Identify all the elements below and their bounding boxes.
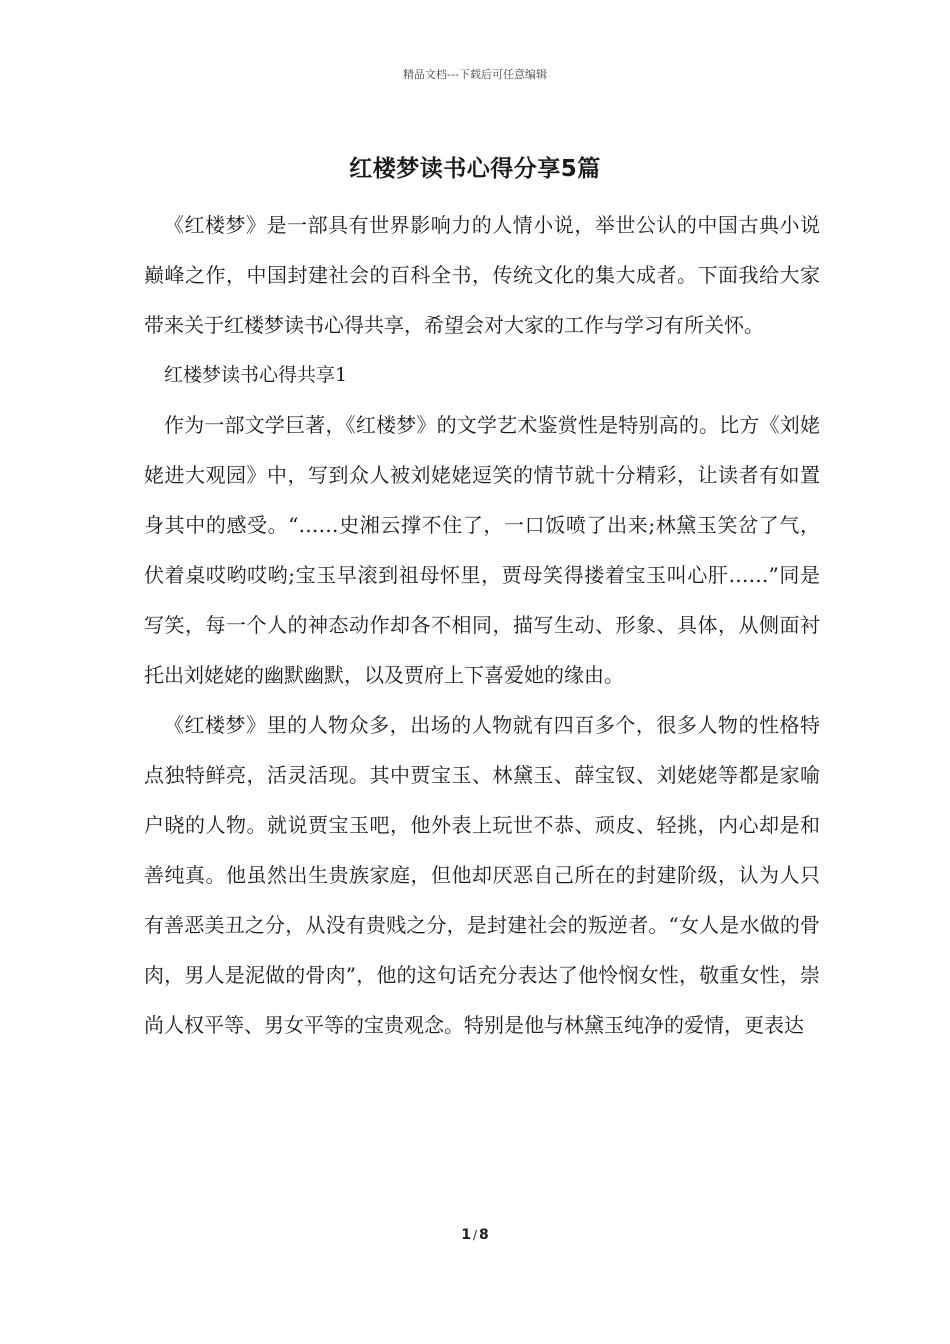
document-title: 红楼梦读书心得分享5篇 xyxy=(349,156,601,182)
document-body xyxy=(144,200,820,1050)
page-number xyxy=(0,1227,950,1243)
body-paragraph: 作为一部文学巨著，《红楼梦》的文学艺术鉴赏性是特别高的。比方《刘姥姥进大观园》中，写到众人被刘姥姥逗笑的情节就十分精彩，让读者有如置身其中的感受。“……史湘云撑不住了，一口饭喷了出来;林黛玉笑岔了气，伏着桌哎哟哎哟;宝玉早滚到祖母怀里，贾母笑得搂着宝玉叫心肝……”同是写笑，每一个人的神态动作却各不相同，描写生动、形象、具体，从侧面衬托出刘姥姥的幽默幽默，以及贾府上下喜爱她的缘由。 xyxy=(144,413,820,687)
body-paragraph: 《红楼梦》里的人物众多，出场的人物就有四百多个，很多人物的性格特点独特鲜亮，活灵活现。其中贾宝玉、林黛玉、薛宝钗、刘姥姥等都是家喻户晓的人物。就说贾宝玉吧，他外表上玩世不恭、顽皮、轻挑，内心却是和善纯真。他虽然出生贵族家庭，但他却厌恶自己所在的封建阶级，认为人只有善恶美丑之分，从没有贵贱之分，是封建社会的叛逆者。“女人是水做的骨肉，男人是泥做的骨肉”，他的这句话充分表达了他怜悯女性，敬重女性，崇尚人权平等、男女平等的宝贵观念。特别是他与林黛玉纯净的爱情，更表达 xyxy=(144,713,820,1037)
current-page: 1 xyxy=(461,1227,471,1243)
intro-paragraph: 《红楼梦》是一部具有世界影响力的人情小说，举世公认的中国古典小说巅峰之作，中国封建社会的百科全书，传统文化的集大成者。下面我给大家带来关于红楼梦读书心得共享，希望会对大家的工作与学习有所关怀。 xyxy=(144,213,820,337)
section-heading: 红楼梦读书心得共享1 xyxy=(164,364,348,386)
total-pages: 8 xyxy=(479,1227,489,1243)
page-separator: / xyxy=(472,1228,478,1242)
header-note: 精品文档---下载后可任意编辑 xyxy=(403,68,547,81)
